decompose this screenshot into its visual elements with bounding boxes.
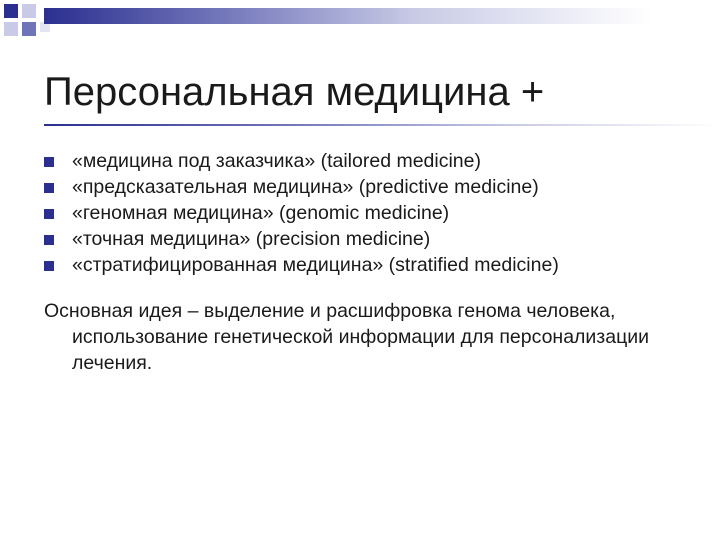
square-bullet-icon — [44, 183, 54, 193]
list-item-text: «стратифицированная медицина» (stratified medicine) — [72, 254, 559, 276]
list-item-text: «геномная медицина» (genomic medicine) — [72, 202, 450, 224]
list-item — [44, 174, 704, 200]
header-gradient-bar — [44, 8, 720, 24]
square-bullet-icon — [44, 157, 54, 167]
square-bullet-icon — [44, 235, 54, 245]
list-item-text: «медицина под заказчика» (tailored medicine) — [72, 150, 481, 172]
list-item — [44, 200, 704, 226]
list-item — [44, 226, 704, 252]
list-item-text: «точная медицина» (precision medicine) — [72, 228, 431, 250]
square-bullet-icon — [44, 261, 54, 271]
list-item — [44, 252, 704, 278]
list-item — [44, 148, 704, 174]
square-bullet-icon — [44, 209, 54, 219]
title-underline — [44, 124, 720, 126]
main-idea-paragraph: Основная идея – выделение и расшифровка генома человека, использование генетической информации для персонализации лечения. — [44, 300, 650, 374]
slide-title: Персональная медицина + — [44, 70, 545, 114]
bullet-list — [44, 148, 704, 278]
list-item-text: «предсказательная медицина» (predictive medicine) — [72, 176, 539, 198]
